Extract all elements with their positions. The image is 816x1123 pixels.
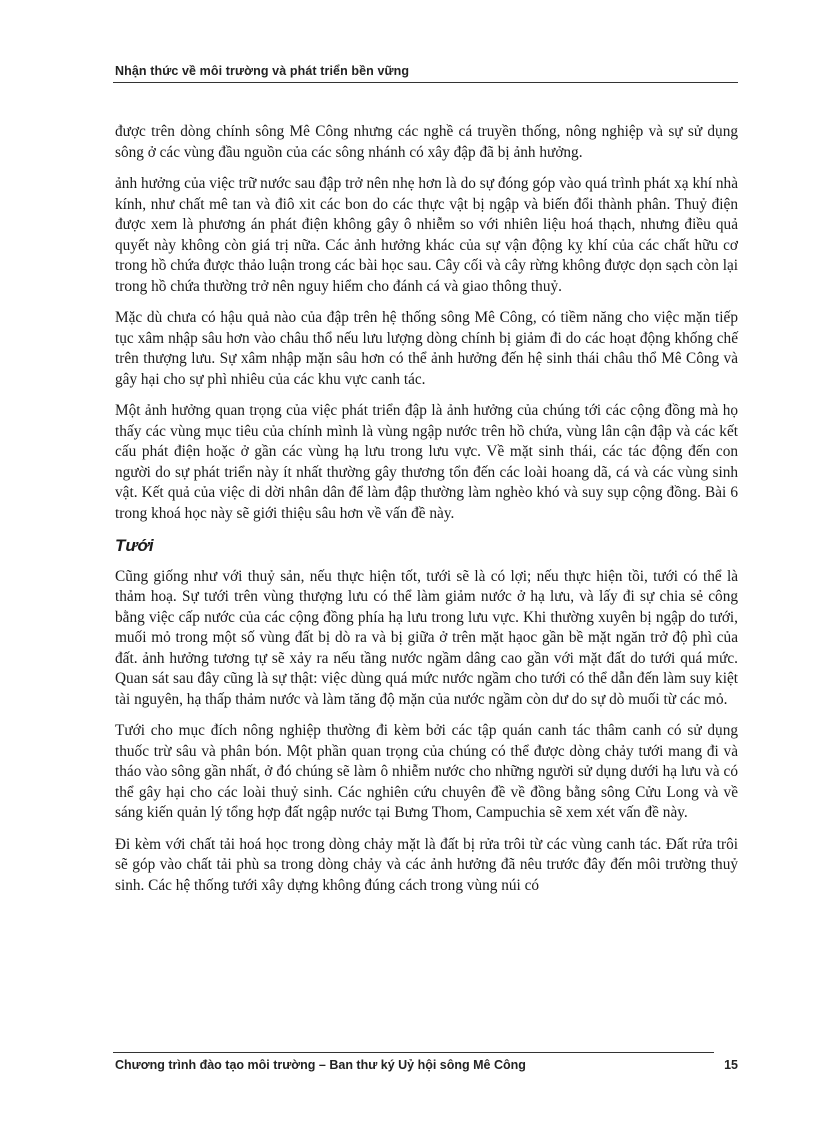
paragraph-1: được trên dòng chính sông Mê Công nhưng các nghề cá truyền thống, nông nghiệp và sự sử dụng sông ở các vùng đầu nguồn của các sông nhánh có xây đập đã bị ảnh hưởng. <box>115 123 738 161</box>
paragraph-4: Một ảnh hưởng quan trọng của việc phát triển đập là ảnh hưởng của chúng tới các cộng đồng mà họ thấy các vùng mục tiêu của chính mình là vùng ngập nước trên hồ chứa, vùng lân cận đập và các kết cấu phát điện hoặc ở gần các vùng hạ lưu trong lưu vực. Về mặt sinh thái, các tác động đến con người do sự phát triển này ít nhất thường gây thương tổn đến các loài hoang dã, cá và các vùng sinh vật. Kết quả của việc di dời nhân dân để làm đập thường làm nghèo khó và suy sụp cộng đồng. Bài 6 trong khoá học này sẽ giới thiệu sâu hơn về vấn đề này. <box>115 402 738 522</box>
page-number: 15 <box>724 1058 738 1072</box>
paragraph-7: Đi kèm với chất tải hoá học trong dòng chảy mặt là đất bị rửa trôi từ các vùng canh tác. Đất rửa trôi sẽ góp vào chất tải phù sa trong dòng chảy và các ảnh hưởng đã nêu trước đây đến môi trường thuỷ sinh. Các hệ thống tưới xây dựng không đúng cách trong vùng núi có <box>115 835 738 894</box>
paragraph-5: Cũng giống như với thuỷ sản, nếu thực hiện tốt, tưới sẽ là có lợi; nếu thực hiện tồi, tưới có thể là thảm hoạ. Sự tưới trên vùng thượng lưu có thể làm giảm nước ở hạ lưu, và lấy đi sự chia sẻ công bằng việc cấp nước của các cộng đồng phía hạ lưu trong lưu vực. Khi thường xuyên bị ngập do tưới, muối mỏ trong một số vùng đất bị dò ra và bị giữa ở trên mặt hạoc gần bề mặt ngăn trở độ phì của đất. ảnh hưởng tương tự sẽ xảy ra nếu tầng nước ngầm dâng cao gần với mặt đất do tưới quá mức. Quan sát sau đây cũng là sự thật: việc dùng quá mức nước ngầm cho tưới có thể dẫn đến làm suy kiệt tài nguyên, hạ thấp thảm nước và làm tăng độ mặn của nước ngầm còn dư do sự dò muối từ các mỏ. <box>115 567 738 708</box>
header-divider <box>113 82 738 83</box>
paragraph-2: ảnh hưởng của việc trữ nước sau đập trở nên nhẹ hơn là do sự đóng góp vào quá trình phát xạ khí nhà kính, như chất mê tan và điô xit các bon do các thực vật bị ngập và biến đổi thành phân. Thuỷ điện được xem là phương án phát điện không gây ô nhiễm so với nhiên liệu hoá thạch, nhưng điều quả quyết này không còn giá trị nữa. Các ảnh hưởng khác của sự vận động kỵ khí của các chất hữu cơ trong hồ chứa được thảo luận trong các bài học sau. Cây cối và cây rừng không được dọn sạch còn lại trong hồ chứa thường trở nên nguy hiểm cho đánh cá và giao thông thuỷ. <box>115 175 738 295</box>
running-header: Nhận thức về môi trường và phát triển bền vững <box>115 64 410 78</box>
body-text <box>115 122 738 907</box>
paragraph-6: Tưới cho mục đích nông nghiệp thường đi kèm bởi các tập quán canh tác thâm canh có sử dụng thuốc trừ sâu và phân bón. Một phần quan trọng của chúng có thể được dòng chảy tưới mang đi và tháo vào sông gần nhất, ở đó chúng sẽ làm ô nhiễm nước cho những người sử dụng dưới hạ lưu và có thể gây hại cho các loài thuỷ sinh. Các nghiên cứu chuyên đề về đồng bằng sông Cửu Long và về sáng kiến quản lý tổng hợp đất ngập nước tại Bưng Thom, Campuchia sẽ xem xét vấn đề này. <box>115 722 738 821</box>
section-heading: Tưới <box>115 536 154 555</box>
page-footer <box>115 1058 738 1072</box>
paragraph-3: Mặc dù chưa có hậu quả nào của đập trên hệ thống sông Mê Công, có tiềm năng cho việc mặn tiếp tục xâm nhập sâu hơn vào châu thổ nếu lưu lượng dòng chính bị giảm đi do các hoạt động khống chế trên thượng lưu. Sự xâm nhập mặn sâu hơn có thể ảnh hưởng đến hệ sinh thái châu thổ Mê Công và gây hại cho sự phì nhiêu của các khu vực canh tác. <box>115 309 738 388</box>
footer-divider <box>113 1052 714 1053</box>
footer-text: Chương trình đào tạo môi trường – Ban thư ký Uỷ hội sông Mê Công <box>115 1058 526 1072</box>
